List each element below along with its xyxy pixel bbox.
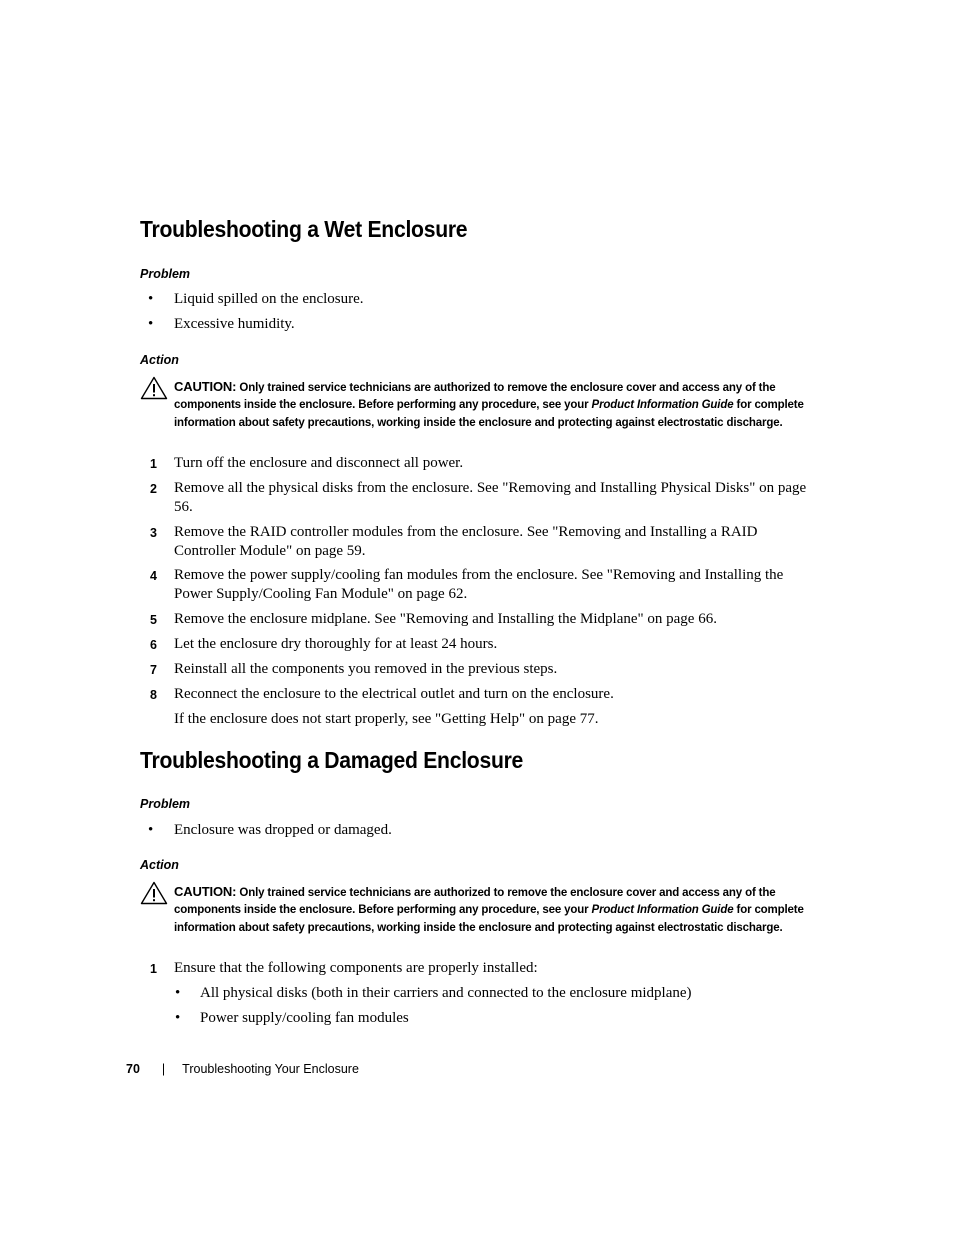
step-number: 4 <box>150 569 157 583</box>
step-number: 3 <box>150 526 157 540</box>
problem-item: • Liquid spilled on the enclosure. <box>148 291 364 307</box>
section-title-wet: Troubleshooting a Wet Enclosure <box>140 216 468 242</box>
caution-note <box>140 378 820 432</box>
problem-label: Problem <box>140 267 191 281</box>
step-number: 5 <box>150 613 157 627</box>
step-text: Ensure that the following components are properly installed: <box>174 960 538 976</box>
problem-label: Problem <box>140 797 191 811</box>
sub-list-item: • All physical disks (both in their carriers and connected to the enclosure midplane) <box>175 985 692 1001</box>
page-footer <box>126 1062 359 1076</box>
step <box>150 610 820 629</box>
step-number: 8 <box>150 688 157 702</box>
step-number: 2 <box>150 482 157 496</box>
sub-list-item-text: Power supply/cooling fan modules <box>200 1010 409 1026</box>
page-number: 70 <box>126 1062 140 1076</box>
problem-item: • Excessive humidity. <box>148 316 295 332</box>
problem-item-text: Liquid spilled on the enclosure. <box>174 291 364 307</box>
followup-text: If the enclosure does not start properly, see "Getting Help" on page 77. <box>174 711 599 727</box>
chapter-title: Troubleshooting Your Enclosure <box>182 1062 359 1076</box>
problem-item-text: Excessive humidity. <box>174 316 295 332</box>
step <box>150 685 820 704</box>
footer-separator: | <box>161 1062 166 1076</box>
step-text: Reconnect the enclosure to the electrical outlet and turn on the enclosure. <box>174 686 614 702</box>
caution-text: Only trained service technicians are authorized to remove the enclosure cover and access any of the components inside the enclosure. Before performing any procedure, see your <box>174 887 776 917</box>
step-number: 1 <box>150 962 157 976</box>
action-label: Action <box>140 858 179 872</box>
caution-guide-title: Product Information Guide <box>591 904 734 917</box>
caution-text: Only trained service technicians are authorized to remove the enclosure cover and access any of the components inside the enclosure. Before performing any procedure, see your <box>174 382 776 412</box>
step <box>150 660 820 679</box>
step-text: Turn off the enclosure and disconnect all power. <box>174 455 464 471</box>
step-number: 1 <box>150 457 157 471</box>
step <box>150 635 820 654</box>
warning-triangle-icon <box>140 376 168 400</box>
step <box>150 454 820 473</box>
sub-list-item: • Power supply/cooling fan modules <box>175 1010 409 1026</box>
caution-text-end: for complete information about safety precautions, working inside the enclosure and protecting against electrostatic discharge. <box>174 399 804 429</box>
sub-list-item-text: All physical disks (both in their carriers and connected to the enclosure midplane) <box>200 985 692 1001</box>
step-text: Let the enclosure dry thoroughly for at least 24 hours. <box>174 636 498 652</box>
step-text: Remove the enclosure midplane. See "Removing and Installing the Midplane" on page 66. <box>174 611 717 627</box>
caution-label: CAUTION: <box>174 379 237 394</box>
action-label: Action <box>140 353 179 367</box>
step <box>150 959 820 978</box>
caution-note <box>140 883 820 937</box>
step <box>150 523 820 560</box>
step <box>150 566 820 603</box>
step-text: Reinstall all the components you removed in the previous steps. <box>174 661 558 677</box>
problem-item-text: Enclosure was dropped or damaged. <box>174 822 392 838</box>
step-text: Remove the RAID controller modules from the enclosure. See "Removing and Installing a RAID Controller Module" on page 59. <box>174 524 758 559</box>
step-number: 7 <box>150 663 157 677</box>
step-text: Remove all the physical disks from the enclosure. See "Removing and Installing Physical Disks" on page 56. <box>174 480 807 515</box>
problem-item: • Enclosure was dropped or damaged. <box>148 822 392 838</box>
section-title-damaged: Troubleshooting a Damaged Enclosure <box>140 747 524 773</box>
caution-guide-title: Product Information Guide <box>591 399 734 412</box>
caution-text-end: for complete information about safety precautions, working inside the enclosure and protecting against electrostatic discharge. <box>174 904 804 934</box>
step <box>150 479 820 516</box>
step-text: Remove the power supply/cooling fan modules from the enclosure. See "Removing and Installing the Power Supply/Cooling Fan Module" on page 62. <box>174 567 784 602</box>
warning-triangle-icon <box>140 881 168 905</box>
step-number: 6 <box>150 638 157 652</box>
caution-label: CAUTION: <box>174 884 237 899</box>
